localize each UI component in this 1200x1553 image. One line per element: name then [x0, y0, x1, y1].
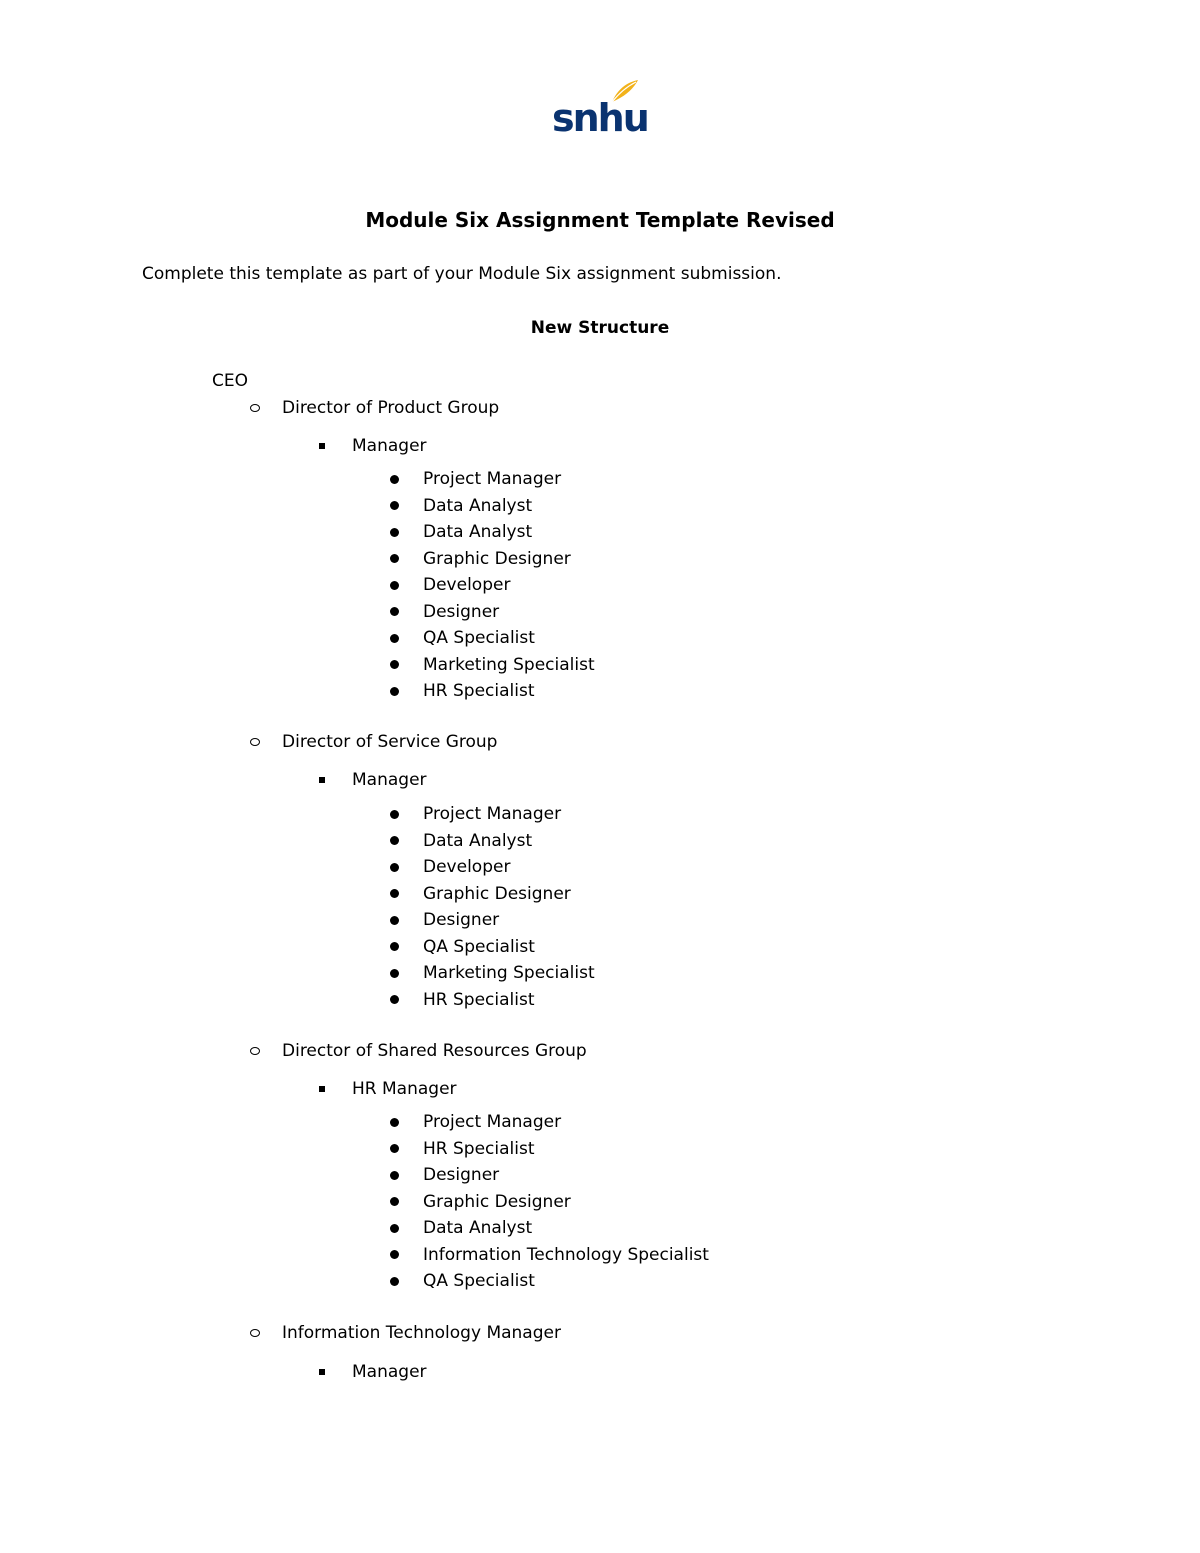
disc-bullet-icon: [390, 1250, 399, 1259]
role-item: Information Technology Specialist: [423, 1244, 709, 1265]
snhu-logo: [552, 78, 648, 142]
square-bullet-icon: [319, 443, 325, 449]
disc-bullet-icon: [390, 634, 399, 643]
role-item: Graphic Designer: [423, 883, 571, 904]
manager-label: Manager: [352, 436, 427, 456]
disc-bullet-icon: [390, 836, 399, 845]
disc-bullet-icon: [390, 889, 399, 898]
manager-label: Manager: [352, 770, 427, 790]
disc-bullet-icon: [390, 1144, 399, 1153]
disc-bullet-icon: [390, 660, 399, 669]
manager-label: HR Manager: [352, 1079, 457, 1099]
disc-bullet-icon: [390, 607, 399, 616]
page-title: Module Six Assignment Template Revised: [365, 208, 835, 232]
disc-bullet-icon: [390, 1197, 399, 1206]
role-item: Designer: [423, 910, 500, 930]
circle-bullet-icon: [250, 1329, 260, 1337]
disc-bullet-icon: [390, 916, 399, 925]
disc-bullet-icon: [390, 810, 399, 819]
ceo-label: CEO: [212, 371, 248, 391]
director-label: Director of Product Group: [282, 398, 500, 418]
role-item: Data Analyst: [423, 495, 533, 516]
role-item: Data Analyst: [423, 522, 533, 542]
role-item: Developer: [423, 575, 511, 595]
disc-bullet-icon: [390, 554, 399, 563]
role-item: Data Analyst: [423, 830, 533, 851]
disc-bullet-icon: [390, 1277, 399, 1286]
circle-bullet-icon: [250, 738, 260, 746]
role-item: Marketing Specialist: [423, 654, 595, 675]
square-bullet-icon: [319, 777, 325, 783]
role-item: Graphic Designer: [423, 1191, 571, 1212]
role-item: Project Manager: [423, 1112, 562, 1132]
disc-bullet-icon: [390, 1224, 399, 1233]
role-item: HR Specialist: [423, 1138, 535, 1159]
role-item: QA Specialist: [423, 936, 535, 957]
disc-bullet-icon: [390, 475, 399, 484]
disc-bullet-icon: [390, 1171, 399, 1180]
square-bullet-icon: [319, 1369, 325, 1375]
role-item: Project Manager: [423, 469, 562, 489]
circle-bullet-icon: [250, 1047, 260, 1055]
role-item: QA Specialist: [423, 628, 535, 648]
logo-text: snhu: [552, 96, 648, 140]
director-label: Director of Service Group: [282, 732, 498, 752]
disc-bullet-icon: [390, 863, 399, 872]
role-item: Project Manager: [423, 804, 562, 824]
role-item: Data Analyst: [423, 1218, 533, 1238]
disc-bullet-icon: [390, 1118, 399, 1127]
section-heading: New Structure: [530, 318, 670, 338]
director-label: Information Technology Manager: [282, 1323, 561, 1343]
disc-bullet-icon: [390, 581, 399, 590]
disc-bullet-icon: [390, 501, 399, 510]
role-item: QA Specialist: [423, 1271, 535, 1291]
disc-bullet-icon: [390, 969, 399, 978]
role-item: HR Specialist: [423, 681, 535, 701]
disc-bullet-icon: [390, 528, 399, 537]
disc-bullet-icon: [390, 942, 399, 951]
role-item: Designer: [423, 1165, 500, 1185]
square-bullet-icon: [319, 1086, 325, 1092]
disc-bullet-icon: [390, 995, 399, 1004]
role-item: Designer: [423, 601, 500, 622]
director-label: Director of Shared Resources Group: [282, 1041, 587, 1061]
role-item: Graphic Designer: [423, 548, 571, 569]
intro-text: Complete this template as part of your Module Six assignment submission.: [142, 264, 782, 284]
disc-bullet-icon: [390, 687, 399, 696]
role-item: HR Specialist: [423, 989, 535, 1010]
role-item: Marketing Specialist: [423, 963, 595, 983]
manager-label: Manager: [352, 1362, 427, 1382]
circle-bullet-icon: [250, 404, 260, 412]
role-item: Developer: [423, 857, 511, 877]
